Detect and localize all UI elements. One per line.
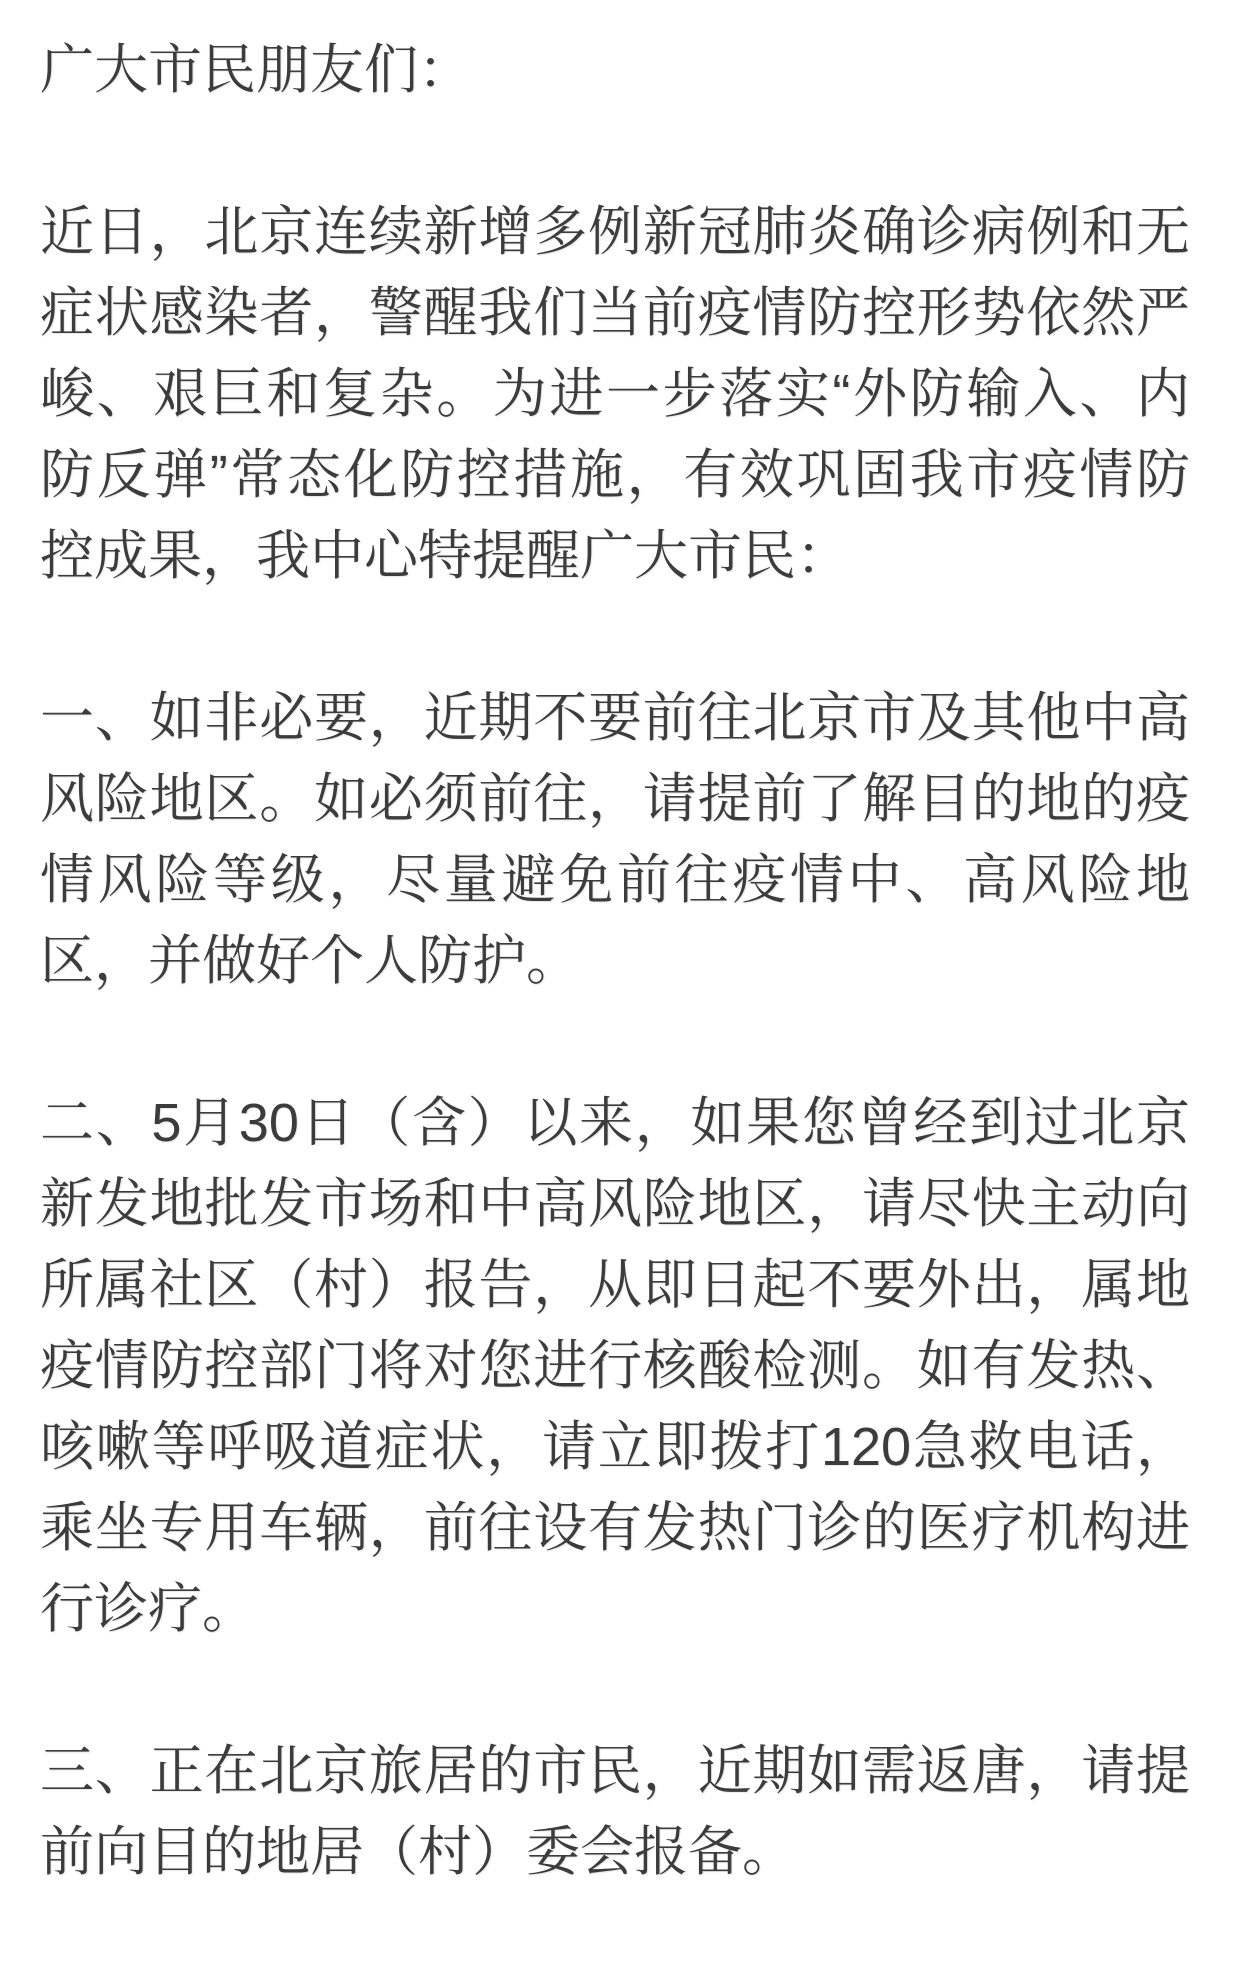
paragraph-item-2: 二、5月30日（含）以来，如果您曾经到过北京新发地批发市场和中高风险地区，请尽快主动向所属社区（村）报告，从即日起不要外出，属地疫情防控部门将对您进行核酸检测。如有发热、咳嗽等呼吸道症状，请立即拨打120急救电话，乘坐专用车辆，前往设有发热门诊的医疗机构进行诊疗。 bbox=[40, 1093, 1190, 1639]
paragraph-item-3: 三、正在北京旅居的市民，近期如需返唐，请提前向目的地居（村）委会报备。 bbox=[40, 1741, 1190, 1882]
paragraph-intro: 近日，北京连续新增多例新冠肺炎确诊病例和无症状感染者，警醒我们当前疫情防控形势依然严峻、艰巨和复杂。为进一步落实“外防输入、内防反弹”常态化防控措施，有效巩固我市疫情防控成果，我中心特提醒广大市民： bbox=[40, 202, 1190, 586]
notice-document bbox=[40, 30, 1190, 1893]
salutation: 广大市民朋友们： bbox=[40, 40, 472, 100]
paragraph-item-1: 一、如非必要，近期不要前往北京市及其他中高风险地区。如必须前往，请提前了解目的地的疫情风险等级，尽量避免前往疫情中、高风险地区，并做好个人防护。 bbox=[40, 688, 1190, 991]
